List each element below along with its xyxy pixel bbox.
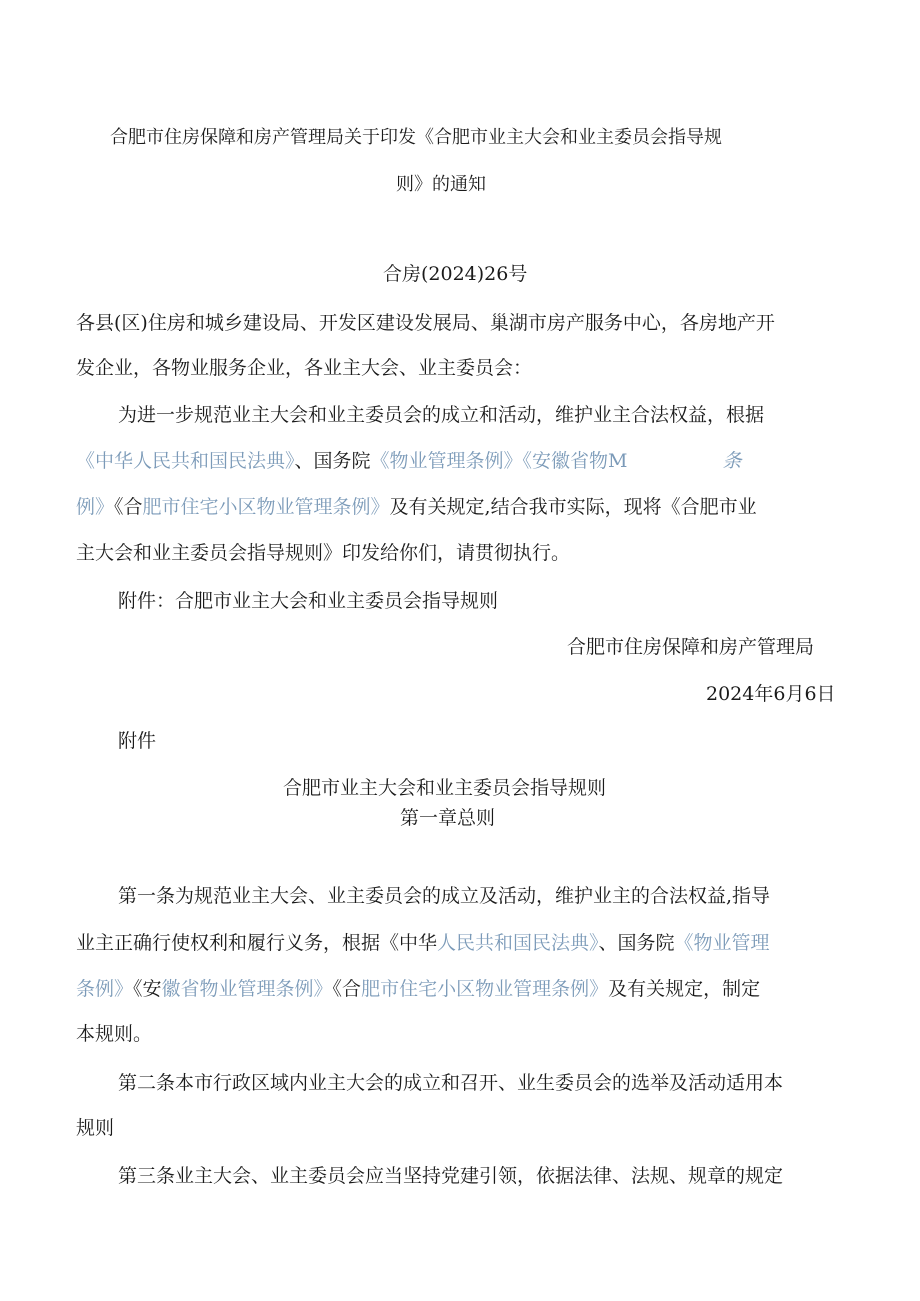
article-text: 《安 <box>133 978 162 1000</box>
article-text: 、国务院 <box>598 932 675 954</box>
intro-fragment: 条 <box>722 450 742 472</box>
attachment-note: 附件：合肥市业主大会和业主委员会指导规则 <box>118 590 499 612</box>
article-1-line-4: 本规则。 <box>76 1023 153 1045</box>
civil-code-link[interactable]: 人民共和国民法典》 <box>437 932 599 954</box>
article-1-line-1: 第一条为规范业主大会、业主委员会的成立及活动，维护业主的合法权益,指导 <box>118 885 771 907</box>
article-2-line-1: 第二条本市行政区域内业主大会的成立和召开、业生委员会的选举及活动适用本 <box>118 1072 784 1094</box>
intro-text: 及有关规定,结合我市实际，现将《合肥市业 <box>389 496 757 518</box>
hefei-regulation-link[interactable]: 肥市住宅小区物业管理条例》 <box>361 978 609 1000</box>
chapter-heading: 第一章总则 <box>400 807 496 829</box>
annex-label: 附件 <box>118 730 157 752</box>
title-line-2: 则》的通知 <box>396 174 486 195</box>
intro-line-4: 主大会和业主委员会指导规则》印发给你们，请贯彻执行。 <box>76 542 571 564</box>
article-text: 业主正确行使权利和履行义务，根据《中华 <box>76 932 438 954</box>
hefei-regulation-link[interactable]: 肥市住宅小区物业管理条例》 <box>142 496 390 518</box>
annex-title: 合肥市业主大会和业主委员会指导规则 <box>283 777 607 799</box>
addressee-line-2: 发企业，各物业服务企业，各业主大会、业主委员会： <box>76 357 533 379</box>
article-text: 及有关规定，制定 <box>608 978 761 1000</box>
property-regulation-link[interactable]: 条例》 <box>76 978 134 1000</box>
civil-code-link[interactable]: 《中华人民共和国民法典》 <box>76 450 295 472</box>
intro-line-3 <box>76 495 757 519</box>
property-regulation-link[interactable]: 《物业管理条例》《安徽省物M <box>370 450 628 472</box>
article-2-line-2: 规则 <box>76 1117 115 1139</box>
article-text: 《合 <box>332 978 362 1000</box>
article-3-line-1: 第三条业主大会、业主委员会应当坚持党建引领，依据法律、法规、规章的规定 <box>118 1165 784 1187</box>
intro-line-1: 为进一步规范业主大会和业主委员会的成立和活动，维护业主合法权益，根据 <box>118 404 765 426</box>
anhui-regulation-link[interactable]: 徽省物业管理条例》 <box>161 978 333 1000</box>
signature-date: 2024年6月6日 <box>706 683 836 705</box>
addressee-line-1: 各县(区)住房和城乡建设局、开发区建设发展局、巢湖市房产服务中心，各房地产开 <box>76 312 775 334</box>
intro-text: 、国务院 <box>294 450 371 472</box>
property-regulation-link[interactable]: 《物业管理 <box>674 932 770 954</box>
intro-text: 《合 <box>114 496 143 518</box>
intro-fragment: 例》 <box>76 496 115 518</box>
document-number: 合房(2024)26号 <box>383 263 528 285</box>
intro-line-2 <box>76 449 742 473</box>
title-line-1: 合肥市住房保障和房产管理局关于印发《合肥市业主大会和业主委员会指导规 <box>110 127 722 148</box>
signature-org: 合肥市住房保障和房产管理局 <box>567 636 815 658</box>
article-1-line-2 <box>76 931 770 955</box>
article-1-line-3 <box>76 977 760 1001</box>
